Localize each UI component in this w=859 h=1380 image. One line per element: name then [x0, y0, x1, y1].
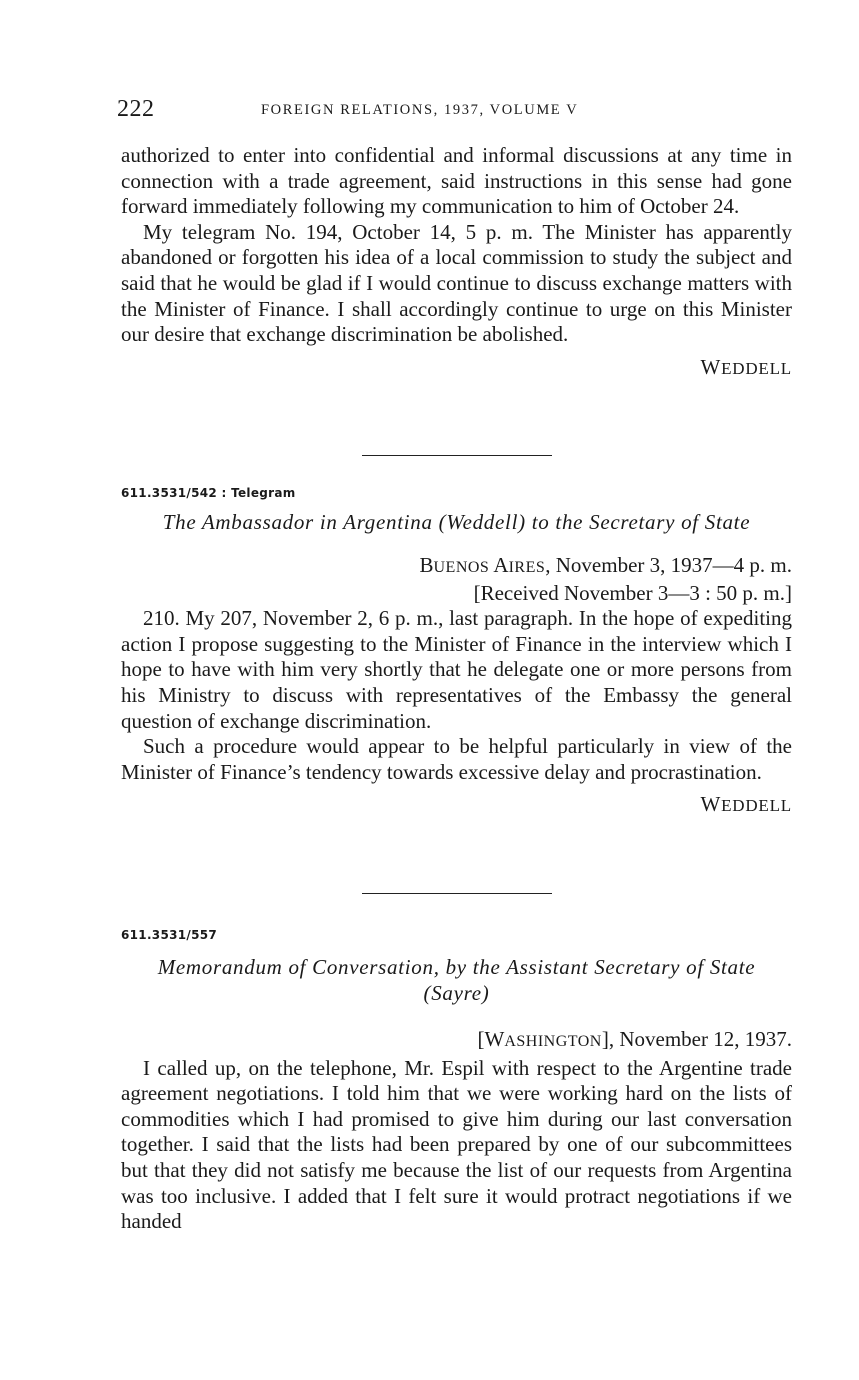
telegram-received: [Received November 3—3 : 50 p. m.]	[473, 580, 792, 605]
section-divider-1	[121, 455, 792, 456]
file-id-542: 611.3531/542 : Telegram	[121, 486, 296, 500]
document-memorandum	[121, 928, 792, 1235]
telegram-dateline: BUENOS AIRES, November 3, 1937—4 p. m.	[419, 553, 792, 577]
page-header	[117, 96, 792, 126]
page-number: 222	[117, 96, 155, 122]
memorandum-paragraph-1: I called up, on the telephone, Mr. Espil with respect to the Argentine trade agreement negotiations. I told him that we were working hard on the lists of commodities which I had promised to give him during our last conversation together. I said that the lists had been prepared by one of our subcommittees but that they did not satisfy me because the list of our requests from Argentina was too inclusive. I added that I felt sure it would protract negotiations if we handed	[121, 1055, 792, 1234]
signature-weddell-1: WEDDELL	[700, 354, 792, 379]
document-telegram	[121, 486, 792, 819]
signature-weddell-2: WEDDELL	[700, 792, 792, 817]
file-id-557: 611.3531/557	[121, 928, 218, 942]
section-divider-2	[121, 893, 792, 894]
continuation-paragraph-1: authorized to enter into confidential and informal discussions at any time in connection with a trade agreement, said instructions in this sense had gone forward immediately following my communication to him of October 24.	[121, 143, 792, 219]
telegram-paragraph-2: Such a procedure would appear to be helpful particularly in view of the Minister of Finance’s tendency towards excessive delay and procrastination.	[121, 734, 792, 784]
continuation-paragraph-2: My telegram No. 194, October 14, 5 p. m. The Minister has apparently abandoned or forgotten his idea of a local commission to study the subject and said that he would be glad if I would continue to discuss exchange matters with the Minister of Finance. I shall accordingly continue to urge on this Minister our desire that exchange discrimination be abolished.	[121, 219, 792, 347]
continuation-section	[121, 143, 792, 382]
memorandum-dateline: [WASHINGTON], November 12, 1937.	[477, 1027, 792, 1051]
telegram-title: The Ambassador in Argentina (Weddell) to the Secretary of State	[162, 510, 751, 534]
memorandum-title-line-2: (Sayre)	[423, 981, 490, 1005]
telegram-paragraph-1: 210. My 207, November 2, 6 p. m., last paragraph. In the hope of expediting action I propose suggesting to the Minister of Finance in the interview which I hope to have with him very shortly that he delegate one or more persons from his Ministry to discuss with representatives of the Embassy the general question of exchange discrimination.	[121, 606, 792, 733]
running-title: FOREIGN RELATIONS, 1937, VOLUME V	[261, 102, 579, 118]
memorandum-title-line-1: Memorandum of Conversation, by the Assistant Secretary of State	[157, 955, 756, 979]
